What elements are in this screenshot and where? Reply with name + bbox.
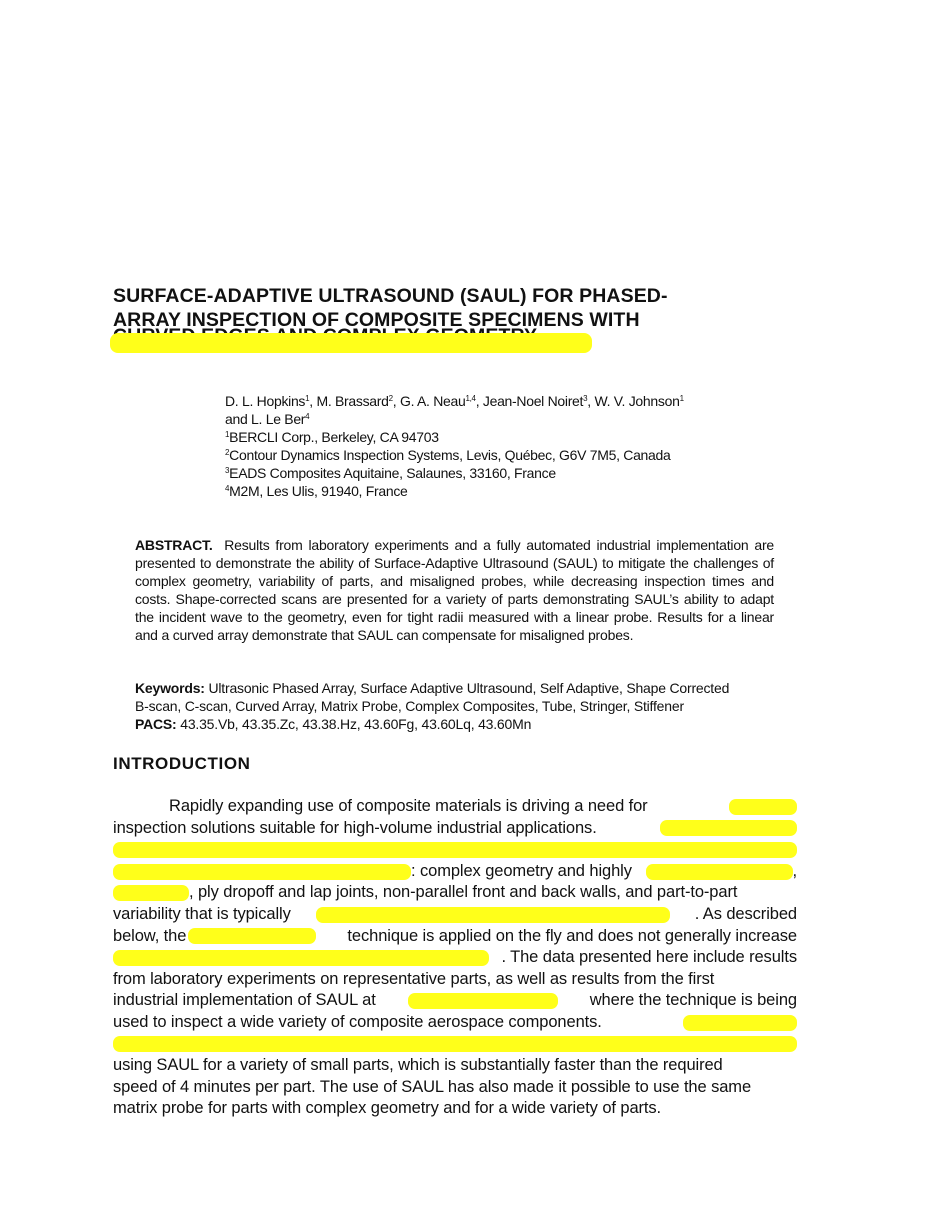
highlight-redaction — [316, 907, 670, 923]
intro-line: industrial implementation of SAUL at where the technique is being — [113, 991, 797, 1010]
intro-line: matrix probe for parts with complex geometry and for a wide variety of parts. — [113, 1099, 662, 1118]
intro-line: inspection solutions suitable for high-volume industrial applications. — [113, 818, 797, 840]
highlight-redaction — [113, 1036, 797, 1052]
highlight-redaction — [683, 1015, 797, 1031]
affiliation-3: $^3$EADS Composites Aquitaine, Salaunes, 33160, France — [225, 465, 556, 481]
intro-line: below, the technique is applied on the fly and does not generally increase — [113, 926, 797, 945]
intro-line: speed of 4 minutes per part. The use of SAUL has also made it possible to use the same — [113, 1077, 752, 1096]
highlight-redaction — [188, 928, 316, 944]
highlight-redaction — [110, 333, 592, 353]
highlight-redaction — [113, 950, 489, 966]
highlight-redaction — [113, 842, 797, 858]
affiliation-4: $^4$M2M, Les Ulis, 91940, France — [225, 483, 408, 499]
highlight-redaction — [660, 820, 797, 836]
affiliation-2: $^2$Contour Dynamics Inspection Systems, Levis, Québec, G6V 7M5, Canada — [225, 447, 671, 463]
introduction-body — [113, 796, 797, 1120]
intro-line: from laboratory experiments on representative parts, as well as results from the first — [113, 969, 715, 988]
highlight-redaction — [113, 864, 411, 880]
abstract-text: Results from laboratory experiments and a fully automated industrial implementation are presented to demonstrate the ability of Surface-Adaptive Ultrasound (SAUL) to mitigate the challenges of complex geometry, variability of parts, and misaligned probes, while decreasing inspection times and costs. Shape-corrected scans are presented for a variety of parts demonstrating SAUL’s ability to adapt the incident wave to the geometry, even for tight radii measured with a linear probe. Results for a linear and a curved array demonstrate that SAUL can compensate for misaligned probes. — [135, 537, 774, 643]
author-list-cont: and L. Le Ber$^4$ — [225, 411, 310, 427]
pacs-line: PACS: 43.35.Vb, 43.35.Zc, 43.38.Hz, 43.60Fg, 43.60Lq, 43.60Mn — [135, 716, 532, 732]
affiliation-1: $^1$BERCLI Corp., Berkeley, CA 94703 — [225, 429, 439, 445]
section-heading-introduction: INTRODUCTION — [113, 754, 251, 773]
intro-line — [113, 839, 797, 861]
title-line-2: ARRAY INSPECTION OF COMPOSITE SPECIMENS WITH — [113, 309, 640, 331]
author-list: D. L. Hopkins$^1$, M. Brassard$^2$, G. A. Neau$^{1,4}$, Jean-Noel Noiret$^3$, W. V. Johnson$^1$ — [225, 393, 684, 409]
intro-line: Rapidly expanding use of composite materials is driving a need for — [113, 796, 797, 818]
abstract — [135, 536, 774, 644]
title-line-1: SURFACE-ADAPTIVE ULTRASOUND (SAUL) FOR PHASED- — [113, 285, 668, 307]
highlight-redaction — [646, 864, 793, 880]
highlight-redaction — [113, 885, 189, 901]
paper-title — [113, 284, 813, 356]
intro-line — [113, 1034, 797, 1056]
keywords-line-1: Keywords: Ultrasonic Phased Array, Surface Adaptive Ultrasound, Self Adaptive, Shape Corrected — [135, 680, 730, 696]
keywords-block — [135, 679, 795, 733]
intro-line: used to inspect a wide variety of composite aerospace components. — [113, 1012, 797, 1034]
author-block — [225, 392, 825, 500]
keywords-line-2: B-scan, C-scan, Curved Array, Matrix Probe, Complex Composites, Tube, Stringer, Stiffener — [135, 698, 684, 714]
intro-line: . The data presented here include results — [113, 947, 797, 969]
highlight-redaction — [408, 993, 558, 1009]
intro-line: variability that is typically . As described — [113, 904, 797, 923]
intro-line: : complex geometry and highly , — [113, 861, 797, 883]
title-line-3 — [113, 332, 813, 356]
intro-line: using SAUL for a variety of small parts, which is substantially faster than the required — [113, 1056, 723, 1075]
highlight-redaction — [729, 799, 797, 815]
intro-line: , ply dropoff and lap joints, non-parallel front and back walls, and part-to-part — [113, 882, 797, 904]
abstract-label: ABSTRACT. — [135, 537, 213, 553]
